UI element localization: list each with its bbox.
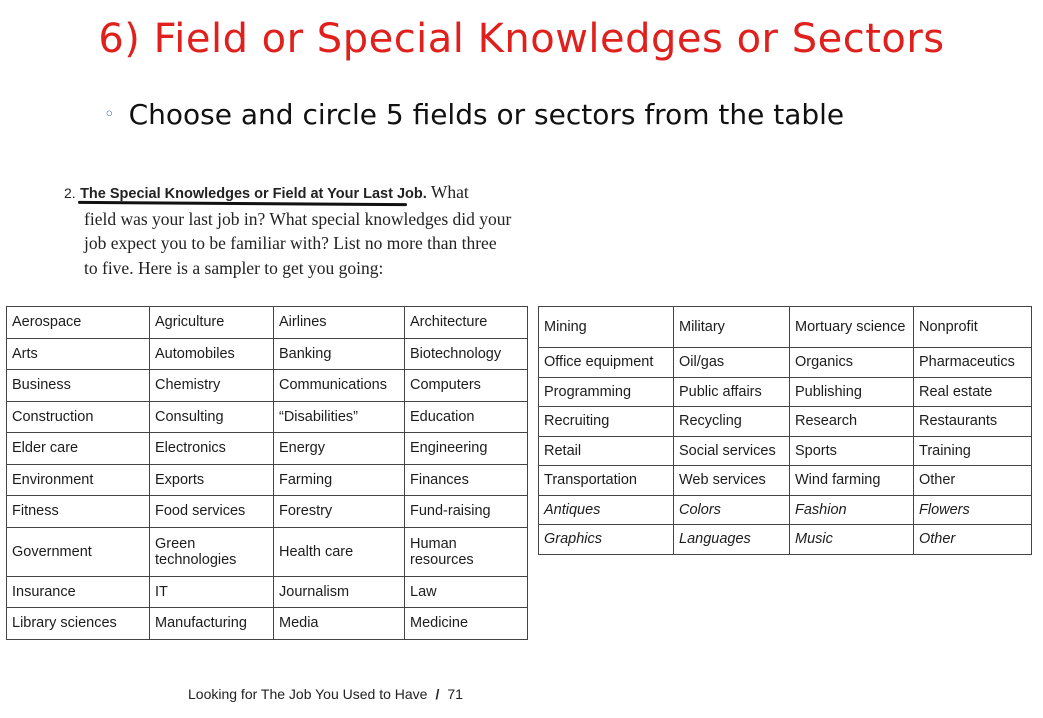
table-cell[interactable]: Public affairs (674, 377, 790, 407)
table-row (539, 307, 1032, 348)
table-cell[interactable]: Other (914, 466, 1032, 496)
table-cell[interactable]: Oil/gas (674, 348, 790, 378)
table-row (539, 407, 1032, 437)
table-cell[interactable]: Mortuary science (790, 307, 914, 348)
table-cell[interactable]: Architecture (405, 307, 528, 339)
table-cell[interactable]: IT (150, 576, 274, 608)
table-cell[interactable]: Food services (150, 496, 274, 528)
table-cell[interactable]: Agriculture (150, 307, 274, 339)
bullet-item (104, 98, 844, 131)
table-row (7, 307, 528, 339)
page-footer (188, 686, 463, 702)
table-cell[interactable]: Consulting (150, 401, 274, 433)
table-cell[interactable]: Business (7, 370, 150, 402)
table-cell[interactable]: Organics (790, 348, 914, 378)
table-cell[interactable]: Office equipment (539, 348, 674, 378)
table-row (7, 576, 528, 608)
table-row (7, 338, 528, 370)
table-cell[interactable]: Health care (274, 527, 405, 576)
table-cell[interactable]: Retail (539, 436, 674, 466)
table-cell[interactable]: Mining (539, 307, 674, 348)
table-cell[interactable]: Training (914, 436, 1032, 466)
table-cell[interactable]: Electronics (150, 433, 274, 465)
table-cell[interactable]: Wind farming (790, 466, 914, 496)
table-cell[interactable]: “Disabilities” (274, 401, 405, 433)
table-cell[interactable]: Graphics (539, 525, 674, 555)
fields-table-left (6, 306, 528, 640)
table-cell[interactable]: Green technologies (150, 527, 274, 576)
table-cell[interactable]: Education (405, 401, 528, 433)
table-cell[interactable]: Pharmaceutics (914, 348, 1032, 378)
table-row (539, 466, 1032, 496)
table-row (7, 608, 528, 640)
table-row (7, 370, 528, 402)
footer-book-title: Looking for The Job You Used to Have (188, 686, 428, 702)
paragraph-text-first: What (430, 182, 469, 202)
paragraph-heading: The Special Knowledges or Field at Your Last Job. (80, 186, 427, 202)
table-cell[interactable]: Exports (150, 464, 274, 496)
bullet-marker: ◦ (104, 104, 115, 125)
table-cell[interactable]: Energy (274, 433, 405, 465)
table-cell[interactable]: Library sciences (7, 608, 150, 640)
table-cell[interactable]: Insurance (7, 576, 150, 608)
table-cell[interactable]: Environment (7, 464, 150, 496)
page-number: 71 (447, 686, 463, 702)
table-cell[interactable]: Manufacturing (150, 608, 274, 640)
table-cell[interactable]: Airlines (274, 307, 405, 339)
table-row (539, 377, 1032, 407)
table-cell[interactable]: Sports (790, 436, 914, 466)
table-cell[interactable]: Recruiting (539, 407, 674, 437)
table-cell[interactable]: Other (914, 525, 1032, 555)
table-cell[interactable]: Transportation (539, 466, 674, 496)
table-row (539, 495, 1032, 525)
table-row (7, 496, 528, 528)
table-cell[interactable]: Fashion (790, 495, 914, 525)
table-row (7, 527, 528, 576)
table-cell[interactable]: Engineering (405, 433, 528, 465)
table-cell[interactable]: Communications (274, 370, 405, 402)
table-cell[interactable]: Fund-raising (405, 496, 528, 528)
table-cell[interactable]: Medicine (405, 608, 528, 640)
table-cell[interactable]: Research (790, 407, 914, 437)
book-paragraph (64, 180, 514, 280)
table-cell[interactable]: Forestry (274, 496, 405, 528)
footer-separator: / (435, 686, 440, 702)
table-cell[interactable]: Automobiles (150, 338, 274, 370)
table-cell[interactable]: Restaurants (914, 407, 1032, 437)
table-cell[interactable]: Law (405, 576, 528, 608)
table-cell[interactable]: Publishing (790, 377, 914, 407)
item-number: 2. (64, 185, 76, 201)
table-cell[interactable]: Web services (674, 466, 790, 496)
table-cell[interactable]: Real estate (914, 377, 1032, 407)
table-cell[interactable]: Colors (674, 495, 790, 525)
table-row (539, 436, 1032, 466)
table-cell[interactable]: Media (274, 608, 405, 640)
table-cell[interactable]: Farming (274, 464, 405, 496)
table-cell[interactable]: Military (674, 307, 790, 348)
table-cell[interactable]: Construction (7, 401, 150, 433)
table-cell[interactable]: Elder care (7, 433, 150, 465)
table-cell[interactable]: Arts (7, 338, 150, 370)
slide-title: 6) Field or Special Knowledges or Sectors (98, 16, 945, 62)
table-row (539, 348, 1032, 378)
table-row (7, 433, 528, 465)
table-cell[interactable]: Journalism (274, 576, 405, 608)
table-cell[interactable]: Flowers (914, 495, 1032, 525)
bullet-text: Choose and circle 5 fields or sectors from the table (128, 98, 845, 131)
table-cell[interactable]: Languages (674, 525, 790, 555)
fields-table-right (538, 306, 1032, 555)
table-cell[interactable]: Antiques (539, 495, 674, 525)
table-row (539, 525, 1032, 555)
table-row (7, 464, 528, 496)
table-cell[interactable]: Programming (539, 377, 674, 407)
table-cell[interactable]: Fitness (7, 496, 150, 528)
table-cell[interactable]: Chemistry (150, 370, 274, 402)
table-cell[interactable]: Government (7, 527, 150, 576)
table-cell[interactable]: Aerospace (7, 307, 150, 339)
table-cell[interactable]: Social services (674, 436, 790, 466)
paragraph-text: field was your last job in? What special knowledges did your job expect you to be familiar with? List no more than three to five. Here is a sampler to get you going: (84, 208, 512, 278)
table-cell[interactable]: Human resources (405, 527, 528, 576)
table-cell[interactable]: Recycling (674, 407, 790, 437)
table-cell[interactable]: Finances (405, 464, 528, 496)
table-cell[interactable]: Nonprofit (914, 307, 1032, 348)
table-cell[interactable]: Banking (274, 338, 405, 370)
table-cell[interactable]: Music (790, 525, 914, 555)
table-row (7, 401, 528, 433)
table-cell[interactable]: Biotechnology (405, 338, 528, 370)
table-cell[interactable]: Computers (405, 370, 528, 402)
